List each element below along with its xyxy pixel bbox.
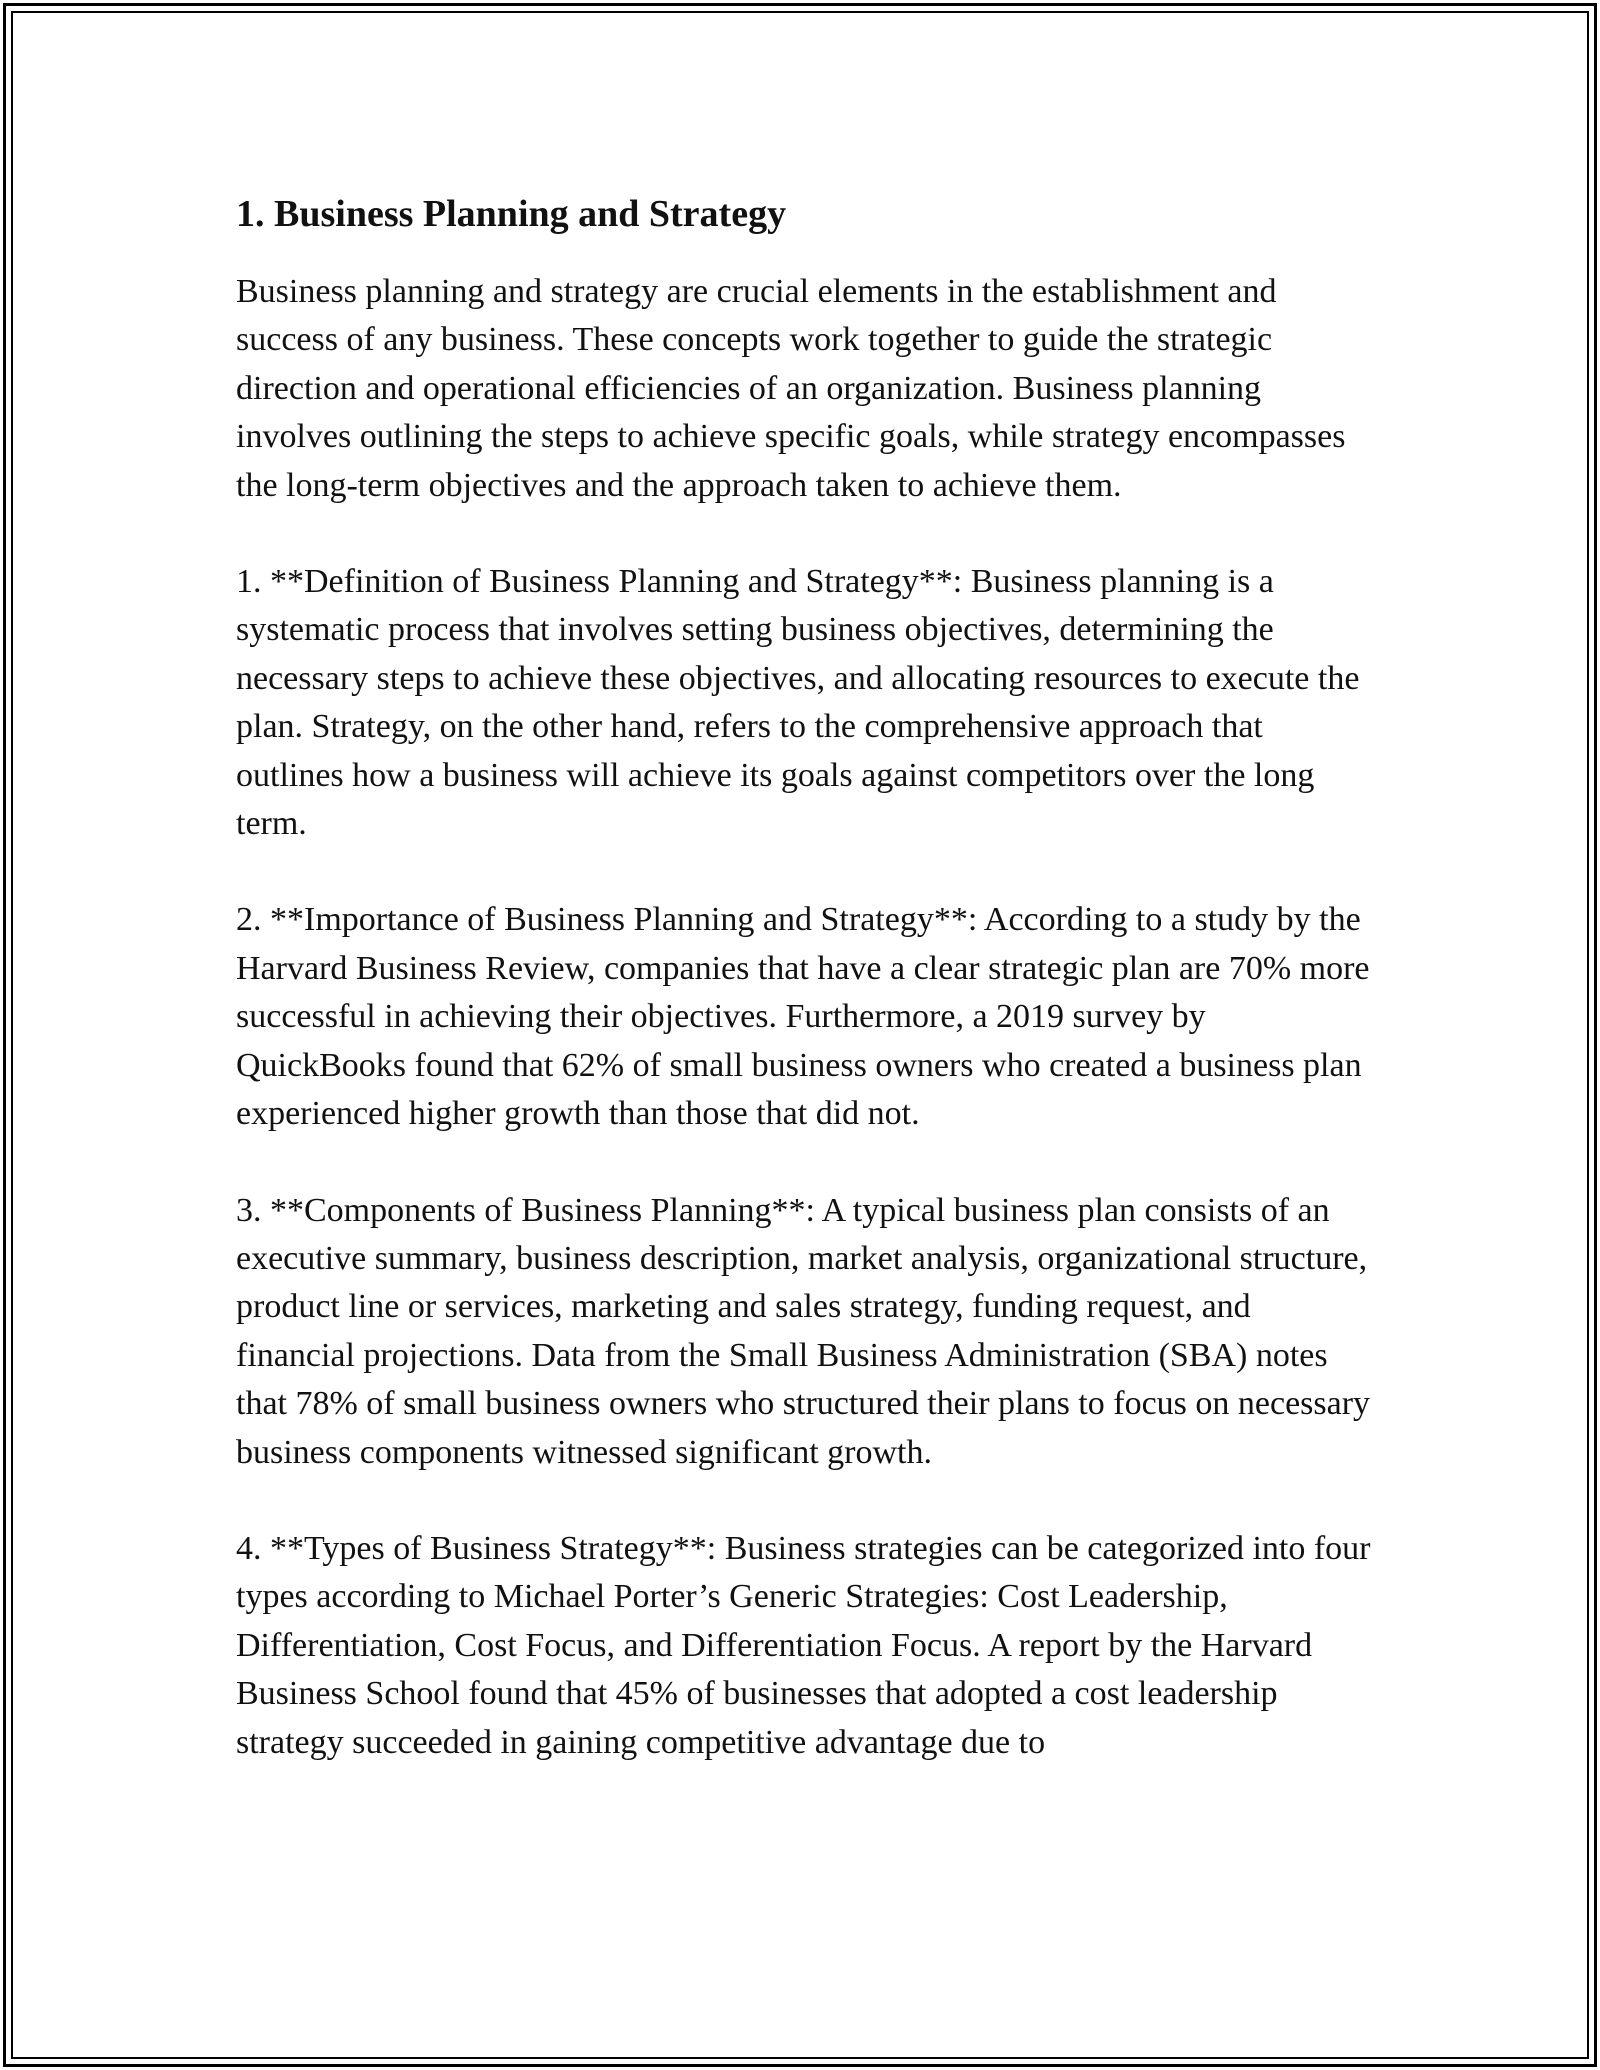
section-heading: 1. Business Planning and Strategy <box>236 193 787 235</box>
document-body <box>236 186 1376 1815</box>
intro-paragraph: Business planning and strategy are crucial elements in the establishment and success of any business. These concepts work together to guide the strategic direction and operational efficiencies of an organization. Business planning involves outlining the steps to achieve specific goals, while strategy encompasses the long-term objectives and the approach taken to achieve them. <box>236 273 1346 504</box>
importance-paragraph: 2. **Importance of Business Planning and Strategy**: According to a study by the Harvard Business Review, companies that have a clear strategic plan are 70% more successful in achieving their objectives. Furthermore, a 2019 survey by QuickBooks found that 62% of small business owners who created a business plan experienced higher growth than those that did not. <box>236 901 1370 1133</box>
strategy-types-paragraph: 4. **Types of Business Strategy**: Business strategies can be categorized into four types according to Michael Porter’s Generic Strategies: Cost Leadership, Differentiation, Cost Focus, and Differentiation Focus. A report by the Harvard Business School found that 45% of businesses that adopted a cost leadership strategy succeeded in gaining competitive advantage due to <box>236 1529 1371 1761</box>
definition-paragraph: 1. **Definition of Business Planning and Strategy**: Business planning is a systematic process that involves setting business objectives, determining the necessary steps to achieve these objectives, and allocating resources to execute the plan. Strategy, on the other hand, refers to the comprehensive approach that outlines how a business will achieve its goals against competitors over the long term. <box>236 563 1360 843</box>
components-paragraph: 3. **Components of Business Planning**: A typical business plan consists of an executive summary, business description, market analysis, organizational structure, product line or services, marketing and sales strategy, funding request, and financial projections. Data from the Small Business Administration (SBA) notes that 78% of small business owners who structured their plans to focus on necessary business components witnessed significant growth. <box>236 1191 1371 1471</box>
